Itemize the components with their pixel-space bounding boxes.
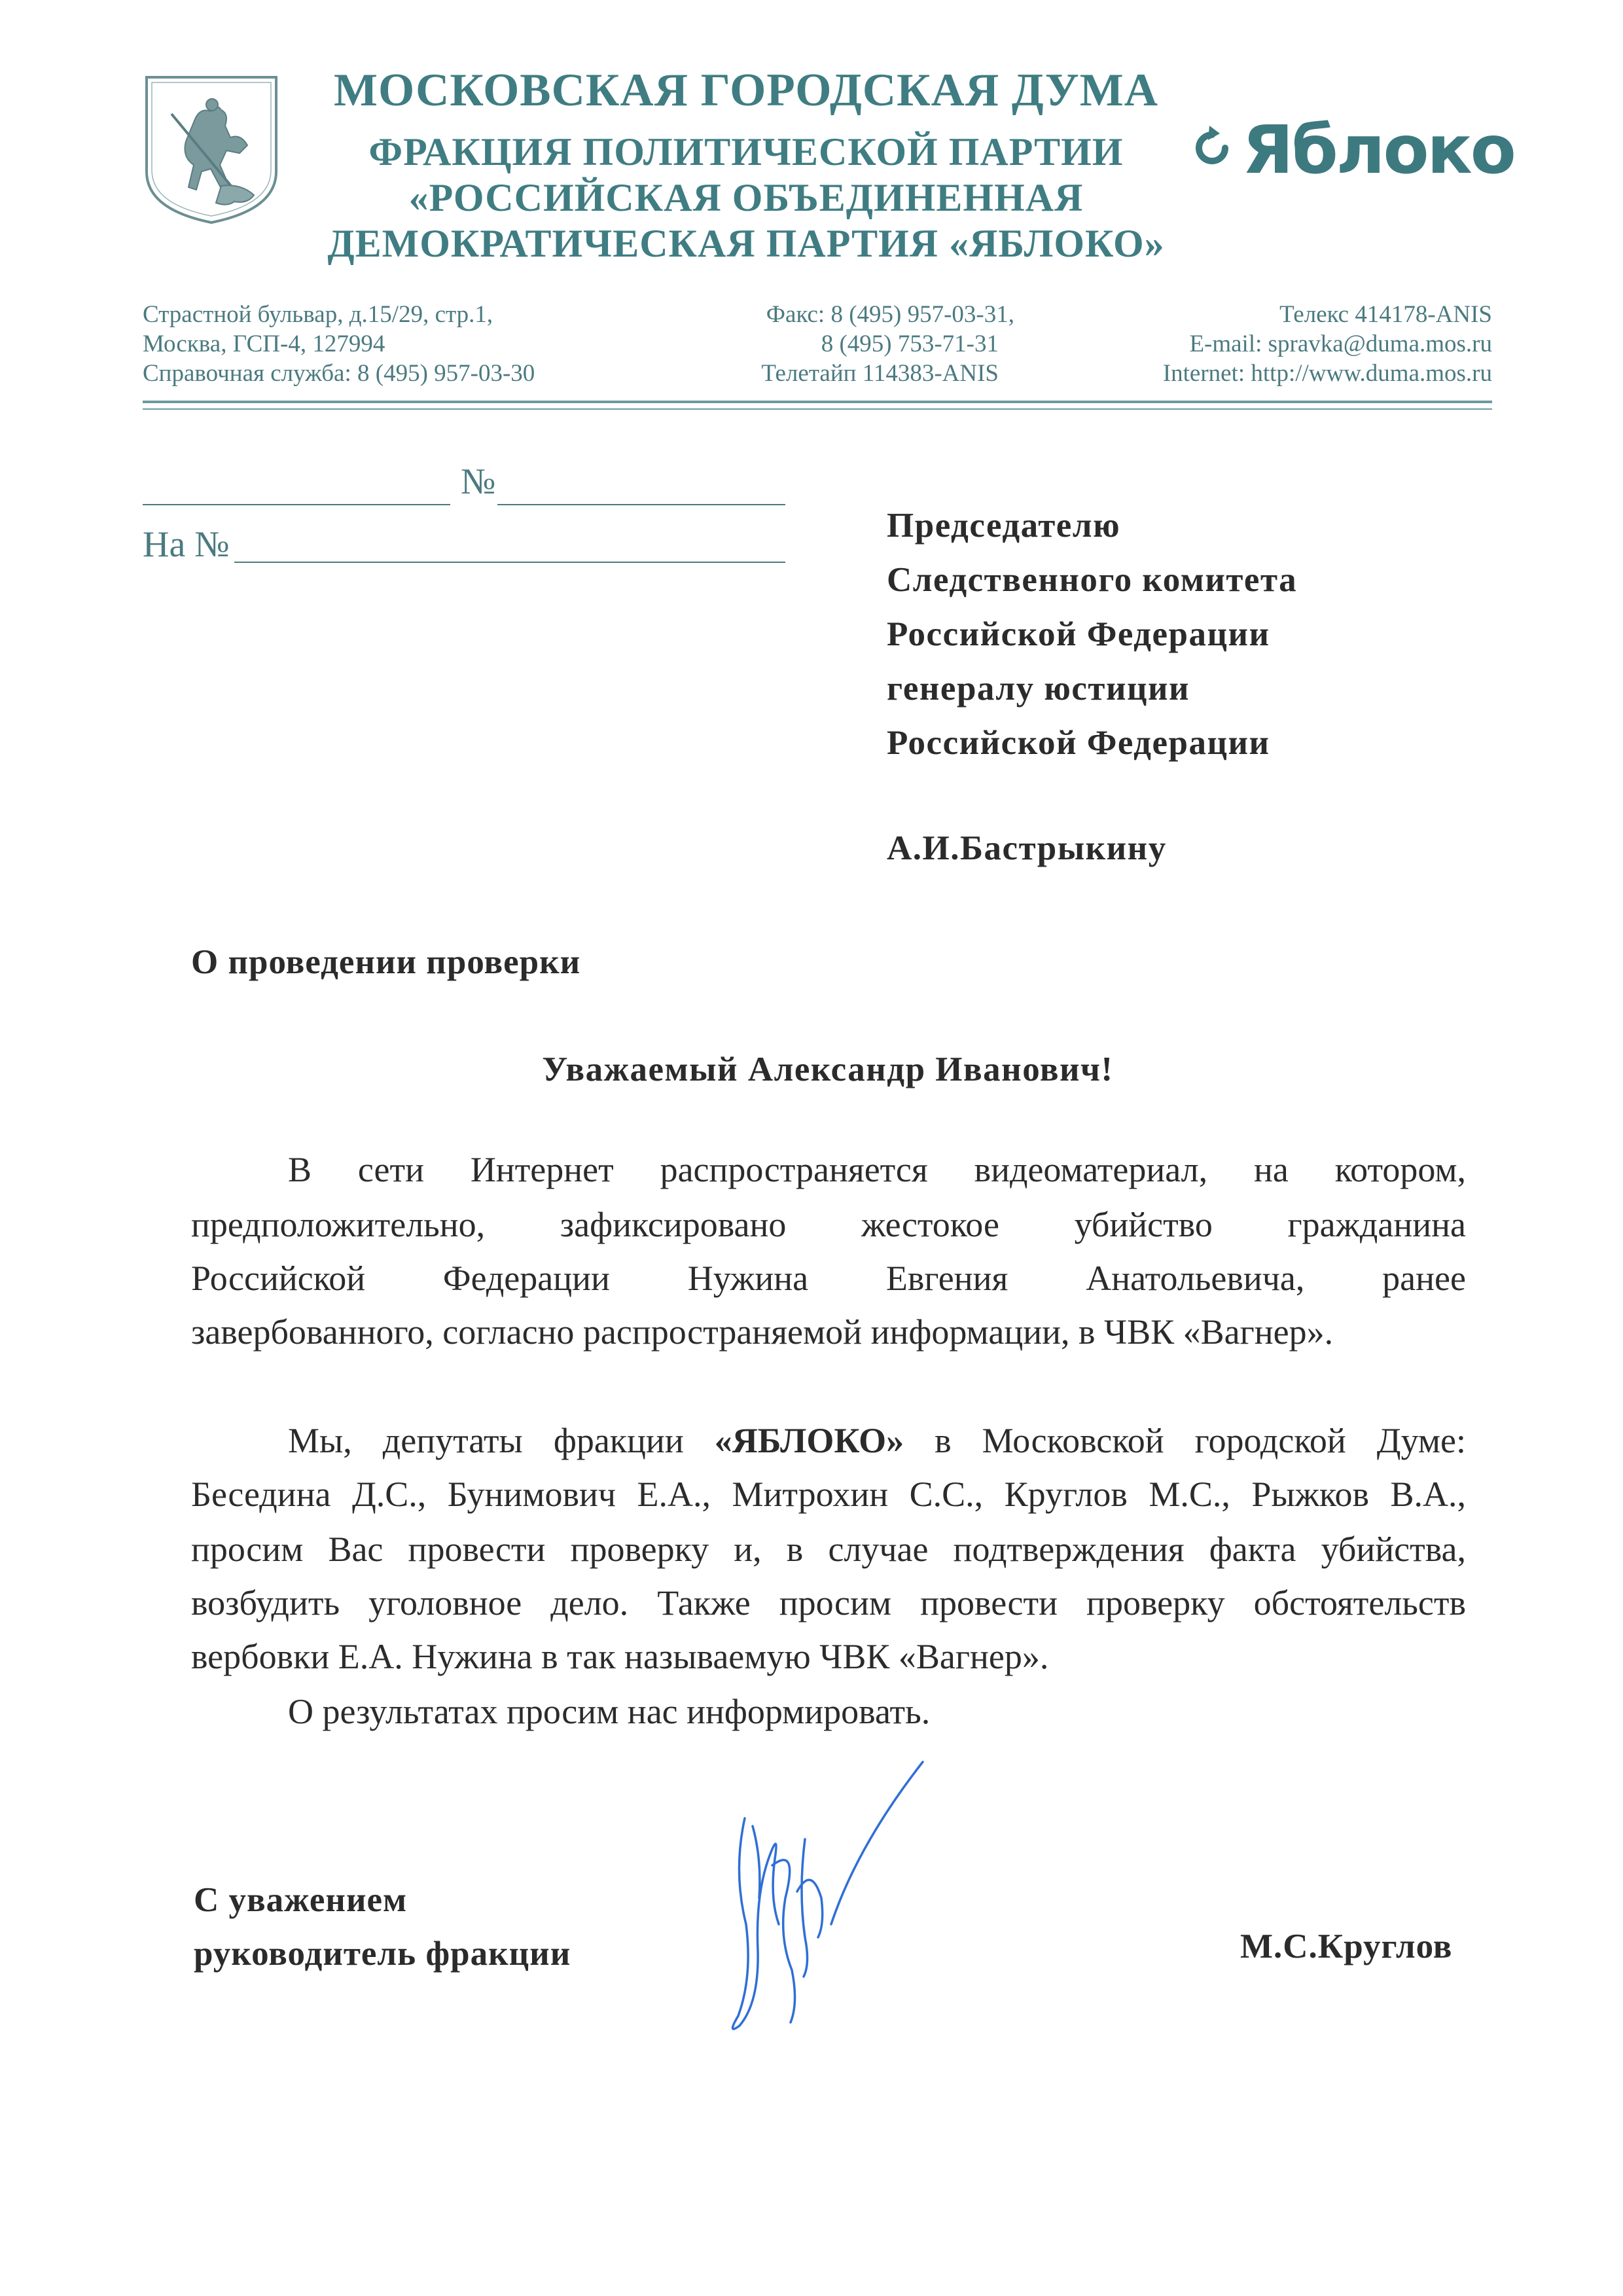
faction-line-2: «РОССИЙСКАЯ ОБЪЕДИНЕННАЯ bbox=[408, 176, 1084, 219]
body-text: Мы, депутаты фракции bbox=[288, 1421, 684, 1460]
party-name-bold: «ЯБЛОКО» bbox=[714, 1421, 904, 1460]
body-line bbox=[191, 1420, 1466, 1461]
number-blank-line bbox=[497, 504, 785, 505]
addressee-name: А.И.Бастрыкину bbox=[887, 829, 1167, 867]
moscow-coat-of-arms-icon bbox=[143, 73, 280, 225]
signatory-name: М.С.Круглов bbox=[1240, 1928, 1453, 1965]
addressee-line: генералу юстиции bbox=[887, 670, 1190, 708]
addressee-block bbox=[887, 499, 1297, 770]
handwritten-signature bbox=[707, 1728, 982, 2055]
yabloko-logo bbox=[1191, 111, 1514, 195]
addressee-line: Российской Федерации bbox=[887, 724, 1270, 762]
body-line: просим Вас провести проверку и, в случае подтверждения факта убийства, bbox=[191, 1530, 1466, 1569]
header-rule-top bbox=[143, 401, 1492, 403]
telex-line: Телекс 414178-ANIS bbox=[1279, 301, 1492, 328]
body-line: В сети Интернет распространяется видеоматериал, на котором, bbox=[288, 1150, 1466, 1189]
letter-greeting: Уважаемый Александр Иванович! bbox=[542, 1050, 1114, 1088]
fax-line-1: Факс: 8 (495) 957-03-31, bbox=[766, 301, 1014, 328]
number-sign: № bbox=[461, 461, 496, 502]
yabloko-apple-icon bbox=[1191, 122, 1237, 174]
duma-title: МОСКОВСКАЯ ГОРОДСКАЯ ДУМА bbox=[333, 65, 1158, 116]
address-line: Страстной бульвар, д.15/29, стр.1, bbox=[143, 301, 493, 328]
info-phone-line: Справочная служба: 8 (495) 957-03-30 bbox=[143, 360, 535, 387]
body-line: завербованного, согласно распространяемой информации, в ЧВК «Вагнер». bbox=[191, 1312, 1334, 1352]
body-text: в Московской городской Думе: bbox=[935, 1421, 1466, 1460]
contacts-fax bbox=[681, 300, 1014, 388]
reply-to-blank-line bbox=[234, 562, 785, 563]
addressee-line: Следственного комитета bbox=[887, 561, 1298, 599]
closing-block bbox=[194, 1873, 571, 1981]
email-line: E-mail: spravka@duma.mos.ru bbox=[1189, 331, 1492, 357]
letter-subject: О проведении проверки bbox=[191, 943, 581, 981]
addressee-line: Председателю bbox=[887, 507, 1121, 545]
website-line: Internet: http://www.duma.mos.ru bbox=[1162, 360, 1492, 387]
contacts-address bbox=[143, 300, 535, 388]
body-line: предположительно, зафиксировано жестокое убийство гражданина bbox=[191, 1205, 1466, 1244]
yabloko-wordmark: Яблоко bbox=[1242, 111, 1514, 189]
faction-line-1: ФРАКЦИЯ ПОЛИТИЧЕСКОЙ ПАРТИИ bbox=[368, 130, 1124, 173]
date-blank-line bbox=[143, 504, 450, 505]
city-line: Москва, ГСП-4, 127994 bbox=[143, 331, 385, 357]
header-rule-bottom bbox=[143, 408, 1492, 410]
body-line: Беседина Д.С., Бунимович Е.А., Митрохин С.С., Круглов М.С., Рыжков В.А., bbox=[191, 1475, 1466, 1514]
contacts-online bbox=[1021, 300, 1492, 388]
closing-line: руководитель фракции bbox=[194, 1935, 571, 1973]
teletype-line: Телетайп 114383-ANIS bbox=[761, 360, 999, 387]
body-line: Российской Федерации Нужина Евгения Анатольевича, ранее bbox=[191, 1259, 1466, 1298]
fax-line-2: 8 (495) 753-71-31 bbox=[821, 331, 999, 357]
body-line: О результатах просим нас информировать. bbox=[288, 1692, 931, 1731]
reply-to-label: На № bbox=[143, 524, 230, 565]
closing-line: С уважением bbox=[194, 1881, 408, 1919]
faction-line-3: ДЕМОКРАТИЧЕСКАЯ ПАРТИЯ «ЯБЛОКО» bbox=[327, 222, 1165, 265]
addressee-line: Российской Федерации bbox=[887, 615, 1270, 653]
body-line: возбудить уголовное дело. Также просим провести проверку обстоятельств bbox=[191, 1583, 1466, 1623]
body-line: вербовки Е.А. Нужина в так называемую ЧВК «Вагнер». bbox=[191, 1637, 1049, 1676]
